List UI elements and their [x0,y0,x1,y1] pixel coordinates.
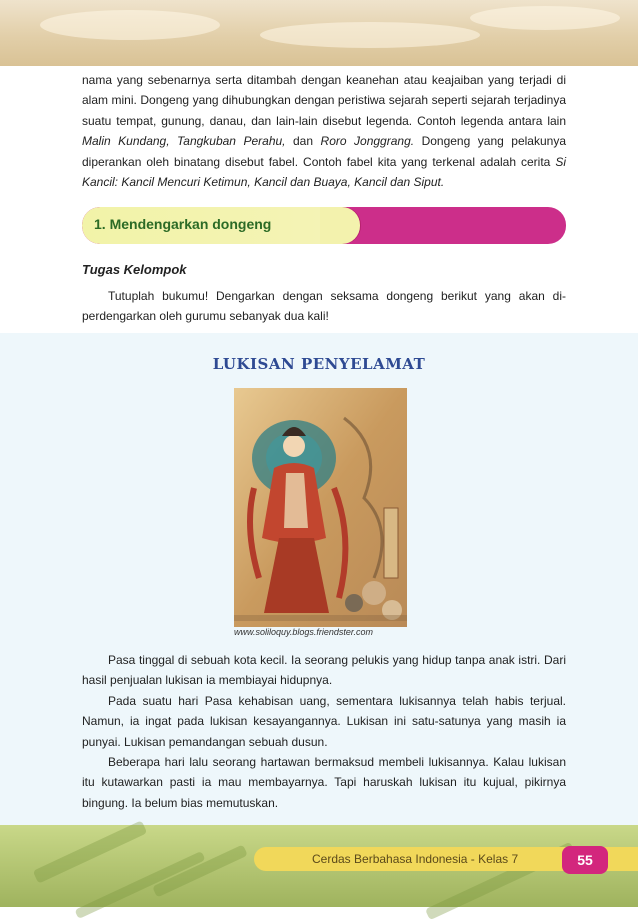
story-paragraph: Pada suatu hari Pasa kehabisan uang, sementara lukisannya telah habis terjual. Namun, ia ingat pada lukisan kesayangannya. Lukisan ini satu-satunya yang masih ia punyai. Lukisan pemandangan sebuah dusun. [82,693,566,749]
italic-title-text: Roro Jonggrang. [320,134,415,149]
footer-book-title: Cerdas Berbahasa Indonesia - Kelas 7 [312,852,519,866]
paragraph-text: nama yang sebenarnya serta ditambah dengan keanehan atau keajaiban yang terjadi di alam mini. Dongeng yang dihubungkan dengan peristiwa sejarah seperti sejarah terjadinya suatu tempat, gunung, danau, dan lain-lain disebut legenda. Contoh legenda antara lain [82,73,566,128]
paragraph-text: dan [285,134,321,149]
story-title: LUKISAN PENYELAMAT [212,355,426,373]
story-body [82,650,566,813]
story-paragraph: Beberapa hari lalu seorang hartawan bermaksud membeli lukisannya. Kalau lukisan itu kutawarkan pasti ia mau membayarnya. Tapi haruskah lukisan itu kujual, pikirnya bingung. Ia belum bias memutuskan. [82,755,566,810]
section-title: 1. Mendengarkan dongeng [94,216,272,232]
task-instructions: Tutuplah bukumu! Dengarkan dengan seksama dongeng berikut yang akan di-perdengarkan oleh gurumu sebanyak dua kali! [82,289,566,324]
italic-title-text: Si Kancil: Kancil Mencuri Ketimun, Kancil dan Buaya, Kancil dan Siput. [82,154,566,190]
page-number-badge: 55 [562,846,608,874]
intro-paragraph [82,70,566,192]
paragraph-text: Dongeng yang pelakunya diperankan oleh binatang disebut fabel. Contoh fabel kita yang terkenal adalah cerita [82,134,566,169]
image-caption: www.soliloquy.blogs.friendster.com [234,627,374,637]
story-paragraph: Pasa tinggal di sebuah kota kecil. Ia seorang pelukis yang hidup tanpa anak istri. Dari hasil penjualan lukisan ia membiayai hidupnya. [82,653,566,688]
italic-title-text: Malin Kundang, Tangkuban Perahu, [82,134,286,149]
story-painting-image [234,388,407,627]
task-heading: Tugas Kelompok [82,262,187,277]
top-decorative-banner [0,0,638,66]
section-header-bar [82,207,566,244]
